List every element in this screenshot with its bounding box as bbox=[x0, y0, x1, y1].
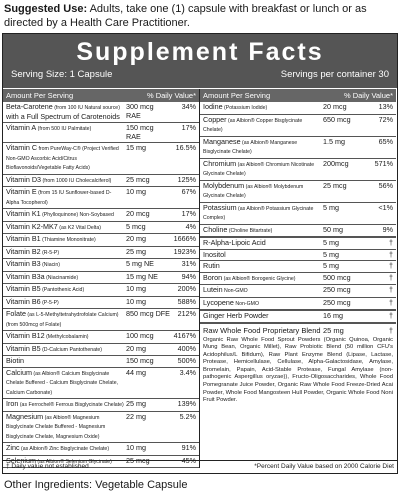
nutrient-label bbox=[203, 274, 323, 284]
suggested-use-label: Suggested Use: bbox=[4, 3, 88, 15]
nutrient-label bbox=[203, 138, 323, 157]
nutrient-note: Non-GMO bbox=[222, 288, 248, 294]
nutrient-amount: 25 mcg bbox=[126, 174, 150, 184]
serving-size: Serving Size: 1 Capsule bbox=[11, 69, 113, 80]
nutrient-label bbox=[6, 273, 126, 283]
nutrient-note: (as Albion® Copper Bisglycinate Chelate) bbox=[203, 117, 303, 133]
nutrient-row bbox=[3, 247, 199, 260]
proprietary-blend-name: Raw Whole Food Proprietary Blend bbox=[203, 325, 321, 335]
nutrient-name: Chromium bbox=[203, 158, 237, 168]
nutrient-row bbox=[3, 209, 199, 222]
nutrient-name: Folate bbox=[6, 309, 26, 318]
nutrient-note: (Niacinamide) bbox=[44, 274, 79, 281]
nutrient-dv: <1% bbox=[378, 202, 393, 212]
nutrient-name: Vitamin K2-MK7 bbox=[6, 221, 58, 231]
nutrient-dv: † bbox=[389, 297, 393, 307]
nutrient-name: Vitamin A bbox=[6, 123, 37, 132]
nutrient-name: R-Alpha-Lipoic Acid bbox=[203, 238, 266, 247]
nutrient-amount: 16 mg bbox=[323, 311, 343, 320]
nutrient-dv: 5.2% bbox=[179, 411, 196, 421]
nutrient-note: (Pantothenic Acid) bbox=[40, 287, 85, 293]
nutrient-row bbox=[3, 356, 199, 368]
nutrient-note: (from 15 IU Sunflower-based D-Alpha Tocopherol) bbox=[6, 190, 112, 206]
nutrient-name: Lycopene bbox=[203, 297, 234, 307]
nutrient-amount: 100 mcg bbox=[126, 331, 154, 340]
nutrient-name: Rutin bbox=[203, 261, 220, 270]
nutrient-label bbox=[6, 369, 126, 398]
nutrient-amount: 5 mg bbox=[323, 261, 339, 270]
nutrient-name: Inositol bbox=[203, 249, 226, 259]
proprietary-blend-amount: 25 mg bbox=[323, 325, 344, 335]
nutrient-row bbox=[3, 399, 199, 412]
nutrient-amount: 50 mg bbox=[323, 224, 343, 234]
nutrient-amount: 25 mcg bbox=[323, 180, 347, 190]
nutrient-label bbox=[6, 124, 126, 134]
nutrient-dv: † bbox=[389, 261, 393, 270]
nutrient-note: (Choline Bitartrate) bbox=[227, 227, 273, 234]
nutrient-dv: 9% bbox=[382, 224, 393, 234]
suggested-use-text: Adults, take one (1) capsule with breakfast or lunch or as directed by a Health Care Practitioner. bbox=[4, 3, 367, 29]
nutrient-note: (D-Calcium Pantothenate) bbox=[40, 346, 103, 353]
nutrient-note: (as Albion® Calcium Bisglycinate Chelate Buffered - Calcium Bisglycinate Chelate, Calcium Carbonate) bbox=[6, 370, 119, 396]
nutrient-note: Non-GMO bbox=[233, 300, 259, 307]
nutrient-amount: 44 mg bbox=[126, 367, 146, 377]
nutrient-note: (as Albion® Selenium Glycinate) bbox=[35, 458, 112, 465]
panel-header bbox=[3, 34, 397, 88]
nutrient-row bbox=[3, 344, 199, 357]
nutrient-name: Molybdenum bbox=[203, 180, 245, 190]
nutrient-note: (as L-5-Methyltetrahydrofolate Calcium) (from 500mcg of Folate) bbox=[6, 312, 119, 328]
nutrient-name: Ginger Herb Powder bbox=[203, 311, 269, 320]
servings-per-container: Servings per container 30 bbox=[280, 69, 389, 80]
nutrient-amount: 5 mg bbox=[323, 238, 339, 247]
nutrient-note: (from 500 IU Palmitate) bbox=[36, 126, 92, 132]
nutrient-name: Iodine bbox=[203, 102, 223, 111]
nutrient-dv: 13% bbox=[378, 102, 393, 111]
nutrient-amount: 650 mcg bbox=[323, 114, 351, 124]
nutrient-row bbox=[3, 368, 199, 400]
nutrient-amount: 10 mg bbox=[126, 187, 146, 196]
nutrient-note: (Niacin) bbox=[40, 262, 60, 268]
nutrient-dv: 400% bbox=[177, 343, 196, 353]
nutrient-label bbox=[6, 210, 126, 220]
nutrient-label bbox=[6, 176, 126, 186]
nutrient-amount: 10 mg bbox=[126, 443, 146, 452]
dv-header: % Daily Value* bbox=[343, 91, 393, 100]
nutrient-name: Vitamin E bbox=[6, 187, 37, 196]
nutrient-row bbox=[3, 102, 199, 123]
nutrient-amount: 20 mcg bbox=[126, 209, 150, 218]
nutrient-row bbox=[3, 222, 199, 235]
nutrient-label bbox=[6, 103, 126, 121]
nutrient-amount: 1.5 mg bbox=[323, 136, 345, 146]
nutrient-label bbox=[6, 223, 126, 233]
nutrient-dv: 65% bbox=[378, 136, 393, 146]
nutrient-label bbox=[6, 310, 126, 329]
nutrient-name: Choline bbox=[203, 224, 228, 234]
nutrient-row bbox=[3, 309, 199, 331]
proprietary-blend-row bbox=[200, 324, 396, 337]
nutrient-row bbox=[3, 175, 199, 188]
nutrient-label bbox=[203, 312, 323, 321]
nutrient-amount: 25 mcg bbox=[126, 455, 150, 465]
nutrient-note: (Methylcobalamin) bbox=[44, 334, 89, 340]
nutrient-note: (from 100 IU Natural source) bbox=[52, 105, 120, 111]
nutrient-dv: 125% bbox=[177, 174, 196, 184]
nutrient-row bbox=[200, 181, 396, 203]
nutrient-row bbox=[200, 203, 396, 225]
nutrient-note: (as Albion® Borogenic Glycine) bbox=[222, 275, 296, 282]
nutrient-label bbox=[203, 251, 323, 260]
proprietary-blend-dv: † bbox=[388, 325, 393, 335]
nutrient-dv: 17% bbox=[181, 209, 196, 218]
nutrient-row bbox=[200, 102, 396, 115]
nutrient-name: Manganese bbox=[203, 136, 241, 146]
nutrient-amount: 150 mcg bbox=[126, 356, 154, 365]
nutrient-amount: 20 mcg bbox=[323, 102, 347, 111]
right-column-header bbox=[200, 89, 396, 102]
nutrient-label bbox=[203, 116, 323, 135]
footnote-dagger: † Daily value not established bbox=[6, 463, 89, 470]
nutrient-note: (as Albion® Potassium Glycinate Complex) bbox=[203, 205, 314, 221]
nutrient-dv: 571% bbox=[374, 158, 393, 168]
nutrient-label bbox=[203, 262, 323, 271]
nutrient-label bbox=[203, 204, 323, 223]
nutrient-name: Vitamin B5 bbox=[6, 343, 41, 353]
nutrient-dv: 17% bbox=[181, 123, 196, 132]
nutrient-label bbox=[6, 298, 126, 308]
nutrient-row bbox=[200, 115, 396, 137]
nutrient-dv: 212% bbox=[177, 309, 196, 318]
left-column-header bbox=[3, 89, 199, 102]
nutrient-note: from PureWay-C® (Project Verified Non-GMO Ascorbic Acid/Citrus Bioflavonoids/Vegetable Fatty Acids) bbox=[6, 146, 119, 171]
nutrient-note: (P-5-P) bbox=[40, 299, 59, 306]
nutrient-amount: 500 mcg bbox=[323, 272, 351, 282]
nutrient-label bbox=[6, 345, 126, 355]
nutrient-row bbox=[3, 143, 199, 175]
nutrient-dv: 139% bbox=[177, 399, 196, 408]
nutrient-name: Vitamin B12 bbox=[6, 331, 45, 340]
nutrient-row bbox=[3, 272, 199, 285]
right-rows bbox=[200, 102, 396, 324]
nutrient-label bbox=[203, 182, 323, 201]
nutrient-dv: 200% bbox=[177, 284, 196, 293]
nutrient-amount: 850 mcg DFE bbox=[126, 309, 170, 318]
nutrient-row bbox=[200, 238, 396, 250]
nutrient-dv: 4167% bbox=[173, 331, 196, 340]
amount-header: Amount Per Serving bbox=[203, 91, 271, 100]
nutrient-note: (Thiamine Mononitrate) bbox=[40, 237, 96, 243]
nutrient-name: Potassium bbox=[203, 202, 237, 212]
nutrient-note: (as Albion® Manganese Bisglycinate Chelate) bbox=[203, 139, 298, 155]
nutrient-name: Vitamin C bbox=[6, 143, 38, 152]
nutrient-name: Vitamin B6 bbox=[6, 296, 41, 306]
nutrient-amount: 5 mg bbox=[323, 202, 339, 212]
left-column bbox=[3, 89, 200, 468]
panel-footer bbox=[3, 460, 397, 473]
nutrient-note: (from 1000 IU Cholecalciferol) bbox=[41, 177, 112, 184]
dv-header: % Daily Value* bbox=[146, 91, 196, 100]
nutrient-note: (as Albion® Chromium Nicotinate Glycinate Chelate) bbox=[203, 161, 315, 177]
nutrient-row bbox=[200, 137, 396, 159]
nutrient-amount: 10 mg bbox=[126, 296, 146, 306]
nutrient-row bbox=[3, 259, 199, 272]
nutrient-name: Beta-Carotene bbox=[6, 102, 53, 111]
nutrient-dv: 72% bbox=[378, 114, 393, 124]
nutrient-row bbox=[200, 273, 396, 286]
nutrient-note: (as Albion® Zinc Bisglycinate Chelate) bbox=[19, 446, 110, 452]
nutrient-dv: 500% bbox=[177, 356, 196, 365]
nutrient-note: (Phylloquinone) Non-Soybased bbox=[40, 212, 114, 218]
panel-title: Supplement Facts bbox=[76, 38, 324, 66]
nutrient-amount: 5 mg bbox=[323, 249, 339, 259]
nutrient-name: Selenium bbox=[6, 455, 36, 465]
nutrient-row bbox=[3, 234, 199, 247]
nutrient-name: Biotin bbox=[6, 356, 24, 365]
nutrient-label bbox=[6, 144, 126, 173]
nutrient-label bbox=[6, 332, 126, 342]
nutrient-label bbox=[203, 239, 323, 248]
nutrient-label bbox=[203, 160, 323, 179]
nutrient-amount: 250 mcg bbox=[323, 297, 351, 307]
nutrient-name: Vitamin K1 bbox=[6, 209, 41, 218]
nutrient-amount: 25 mg bbox=[126, 399, 146, 408]
nutrient-dv: † bbox=[389, 249, 393, 259]
nutrient-label bbox=[6, 235, 126, 245]
left-rows bbox=[3, 102, 199, 468]
nutrient-amount: 20 mg bbox=[126, 343, 146, 353]
nutrient-name: Vitamin B3 bbox=[6, 259, 41, 268]
nutrient-label bbox=[203, 299, 323, 309]
nutrient-note: (as Ferrochel® Ferrous Bisglycinate Chelate) bbox=[18, 402, 124, 408]
nutrient-amount: 15 mg bbox=[126, 143, 146, 152]
nutrient-row bbox=[3, 297, 199, 310]
nutrient-dv: 588% bbox=[177, 296, 196, 306]
nutrient-note: (as Albion® Molybdenum Glycinate Chelate) bbox=[203, 183, 304, 199]
nutrient-name: Zinc bbox=[6, 443, 20, 452]
nutrient-row bbox=[200, 285, 396, 298]
nutrient-dv: 45% bbox=[181, 455, 196, 465]
nutrient-row bbox=[3, 123, 199, 143]
nutrient-amount: 300 mcg RAE bbox=[126, 102, 154, 120]
nutrient-row bbox=[200, 298, 396, 312]
nutrient-label bbox=[6, 400, 126, 410]
nutrient-note: (as K2 Vital Delta) bbox=[57, 224, 101, 231]
nutrient-dv: 1666% bbox=[173, 234, 196, 243]
nutrient-dv: † bbox=[389, 311, 393, 320]
nutrient-dv: 91% bbox=[181, 443, 196, 452]
nutrient-amount: 25 mg bbox=[126, 246, 146, 256]
nutrient-amount: 20 mg bbox=[126, 234, 146, 243]
nutrient-label bbox=[6, 285, 126, 295]
nutrient-dv: † bbox=[389, 285, 393, 294]
nutrient-dv: 16.5% bbox=[175, 143, 196, 152]
nutrient-label bbox=[6, 444, 126, 454]
nutrient-label bbox=[6, 248, 126, 258]
nutrient-name: Lutein bbox=[203, 285, 223, 294]
nutrient-dv: 1923% bbox=[173, 246, 196, 256]
nutrient-dv: 4% bbox=[185, 221, 196, 231]
nutrient-note: (Potassium Iodide) bbox=[222, 105, 268, 111]
nutrient-row bbox=[200, 250, 396, 262]
other-ingredients: Other Ingredients: Vegetable Capsule bbox=[4, 479, 188, 491]
nutrient-name: Calcium bbox=[6, 367, 32, 377]
right-column bbox=[200, 89, 396, 405]
nutrient-amount: 200mcg bbox=[323, 158, 349, 168]
nutrient-row bbox=[3, 331, 199, 344]
nutrient-label bbox=[6, 260, 126, 270]
nutrient-label bbox=[203, 286, 323, 296]
nutrient-amount: 15 mg NE bbox=[126, 271, 158, 281]
nutrient-name: Vitamin B5 bbox=[6, 284, 41, 293]
nutrient-name: Vitamin B3a bbox=[6, 271, 45, 281]
nutrient-label bbox=[203, 103, 323, 113]
nutrient-name: Iron bbox=[6, 399, 19, 408]
nutrient-note: (R-5-P) bbox=[40, 249, 60, 256]
nutrient-name: Vitamin B1 bbox=[6, 234, 41, 243]
nutrient-row bbox=[200, 311, 396, 324]
nutrient-dv: 31% bbox=[181, 259, 196, 268]
nutrient-row bbox=[200, 159, 396, 181]
nutrient-name: Copper bbox=[203, 114, 227, 124]
nutrient-dv: 34% bbox=[181, 102, 196, 111]
nutrient-name: Magnesium bbox=[6, 411, 44, 421]
nutrient-amount: 150 mcg RAE bbox=[126, 123, 154, 141]
nutrient-row bbox=[200, 261, 396, 273]
nutrient-amount: 5 mg NE bbox=[126, 259, 154, 268]
supplement-facts-panel bbox=[2, 33, 398, 474]
nutrient-row bbox=[3, 412, 199, 444]
nutrient-amount: 10 mg bbox=[126, 284, 146, 293]
nutrient-row bbox=[200, 225, 396, 239]
nutrient-dv: 3.4% bbox=[179, 367, 196, 377]
nutrient-label bbox=[6, 188, 126, 207]
nutrient-name: Boron bbox=[203, 272, 223, 282]
nutrient-note: (as Albion® Magnesium Bisglycinate Chelate Buffered - Magnesium Bisglycinate Chelate, Magnesium Oxide) bbox=[6, 414, 106, 440]
nutrient-row bbox=[3, 443, 199, 456]
nutrient-name: Vitamin B2 bbox=[6, 246, 41, 256]
nutrient-label bbox=[203, 226, 323, 236]
nutrient-dv: † bbox=[389, 238, 393, 247]
nutrient-name: Vitamin D3 bbox=[6, 174, 42, 184]
nutrient-amount: 22 mg bbox=[126, 411, 146, 421]
suggested-use bbox=[4, 2, 398, 30]
proprietary-blend-ingredients: Organic Raw Whole Food Sprout Powders (Organic Quinoa, Organic Mung Bean, Organic Millet), Raw Probiotic Blend (50 million CFU's Acidophilus/L Bifidum), Raw Plant Enzyme Blend (Lipase, Lactase, Protease, Hemicellulase, Cellulase, Alpha-Galactosidase, Amylase, Bromelain, Papain, Acid-Stable Protease, Fungal Amylase (non-pathogenic Aspergillus oryzae)), Fructo-Oligosaccharides, Whole Food Pomegranate Juice Powder, Organic Raw Whole Food Freeze-Dried Acai Powder, Whole Food Mangosteen Hull Powder, Organic Whole Food Noni Fruit Powder. bbox=[203, 336, 393, 404]
nutrient-label bbox=[6, 357, 126, 366]
nutrient-amount: 250 mcg bbox=[323, 285, 351, 294]
nutrient-dv: 67% bbox=[181, 187, 196, 196]
amount-header: Amount Per Serving bbox=[6, 91, 74, 100]
footnote-daily-value: *Percent Daily Value based on 2000 Calorie Diet bbox=[254, 463, 394, 470]
nutrient-row bbox=[3, 284, 199, 297]
nutrient-row bbox=[3, 187, 199, 209]
nutrient-name-line2: with a Full Spectrum of Carotenoids bbox=[6, 111, 120, 121]
nutrient-label bbox=[6, 413, 126, 442]
nutrient-dv: 56% bbox=[378, 180, 393, 190]
nutrient-amount: 5 mcg bbox=[126, 221, 146, 231]
nutrient-dv: 94% bbox=[181, 271, 196, 281]
nutrient-dv: † bbox=[389, 272, 393, 282]
